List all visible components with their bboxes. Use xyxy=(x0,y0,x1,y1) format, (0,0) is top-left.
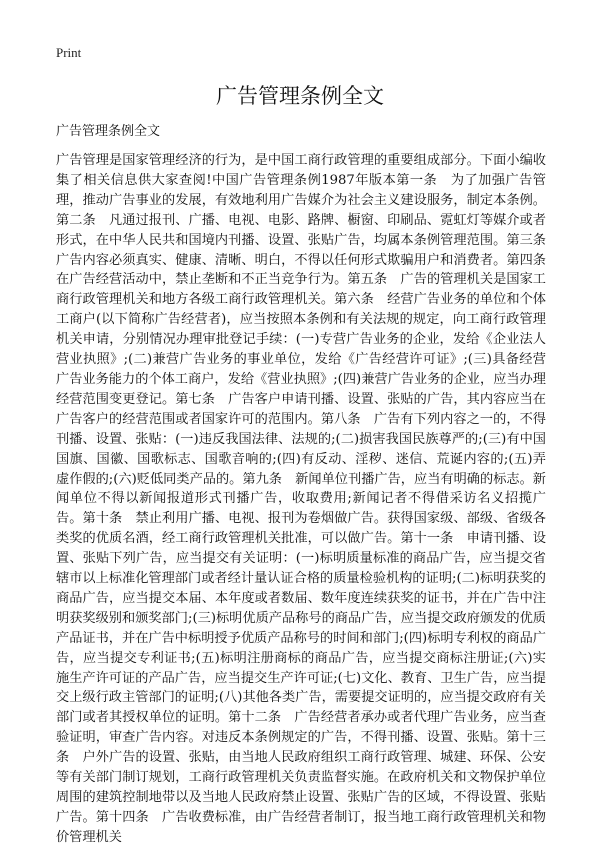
print-link[interactable]: Print xyxy=(56,45,82,60)
document-subtitle: 广告管理条例全文 xyxy=(56,124,161,139)
page-title: 广告管理条例全文 xyxy=(216,84,384,108)
document-body-text: 广告管理是国家管理经济的行为，是中国工商行政管理的重要组成部分。下面小编收集了相关信息供大家查阅!中国广告管理条例1987年版本第一条 为了加强广告管理，推动广告事业的发展，有效地利用广告媒介为社会主义建设服务，制定本条例。第二条 凡通过报刊、广播、电视、电影、路牌、橱窗、印刷品、霓虹灯等媒介或者形式，在中华人民共和国境内刊播、设置、张贴广告，均属本条例管理范围。第三条 广告内容必须真实、健康、清晰、明白，不得以任何形式欺骗用户和消费者。第四条 在广告经营活动中，禁止垄断和不正当竞争行为。第五条 广告的管理机关是国家工商行政管理机关和地方各级工商行政管理机关。第六条 经营广告业务的单位和个体工商户(以下简称广告经营者)，应当按照本条例和有关法规的规定，向工商行政管理机关申请，分别情况办理审批登记手续：(一)专营广告业务的企业，发给《企业法人营业执照》;(二)兼营广告业务的事业单位，发给《广告经营许可证》;(三)具备经营广告业务能力的个体工商户，发给《营业执照》;(四)兼营广告业务的企业，应当办理经营范围变更登记。第七条 广告客户申请刊播、设置、张贴的广告，其内容应当在广告客户的经营范围或者国家许可的范围内。第八条 广告有下列内容之一的，不得刊播、设置、张贴：(一)违反我国法律、法规的;(二)损害我国民族尊严的;(三)有中国国旗、国徽、国歌标志、国歌音响的;(四)有反动、淫秽、迷信、荒诞内容的;(五)弄虚作假的;(六)贬低同类产品的。第九条 新闻单位刊播广告，应当有明确的标志。新闻单位不得以新闻报道形式刊播广告，收取费用;新闻记者不得借采访名义招揽广告。第十条 禁止利用广播、电视、报刊为卷烟做广告。获得国家级、部级、省级各类奖的优质名酒，经工商行政管理机关批准，可以做广告。第十一条 申请刊播、设置、张贴下列广告，应当提交有关证明：(一)标明质量标准的商品广告，应当提交省辖市以上标准化管理部门或者经计量认证合格的质量检验机构的证明;(二)标明获奖的商品广告，应当提交本届、本年度或者数届、数年度连续获奖的证书，并在广告中注明获奖级别和颁奖部门;(三)标明优质产品称号的商品广告，应当提交政府颁发的优质产品证书，并在广告中标明授予优质产品称号的时间和部门;(四)标明专利权的商品广告，应当提交专利证书;(五)标明注册商标的商品广告，应当提交商标注册证;(六)实施生产许可证的产品广告，应当提交生产许可证;(七)文化、教育、卫生广告，应当提交上级行政主管部门的证明;(八)其他各类广告，需要提交证明的，应当提交政府有关部门或者其授权单位的证明。第十二条 广告经营者承办或者代理广告业务，应当查验证明，审查广告内容。对违反本条例规定的广告，不得刊播、设置、张贴。第十三条 户外广告的设置、张贴，由当地人民政府组织工商行政管理、城建、环保、公安等有关部门制订规划，工商行政管理机关负责监督实施。在政府机关和文物保护单位周围的建筑控制地带以及当地人民政府禁止设置、张贴广告的区域，不得设置、张贴广告。第十四条 广告收费标准，由广告经营者制订，报当地工商行政管理机关和物价管理机关 xyxy=(56,153,560,845)
